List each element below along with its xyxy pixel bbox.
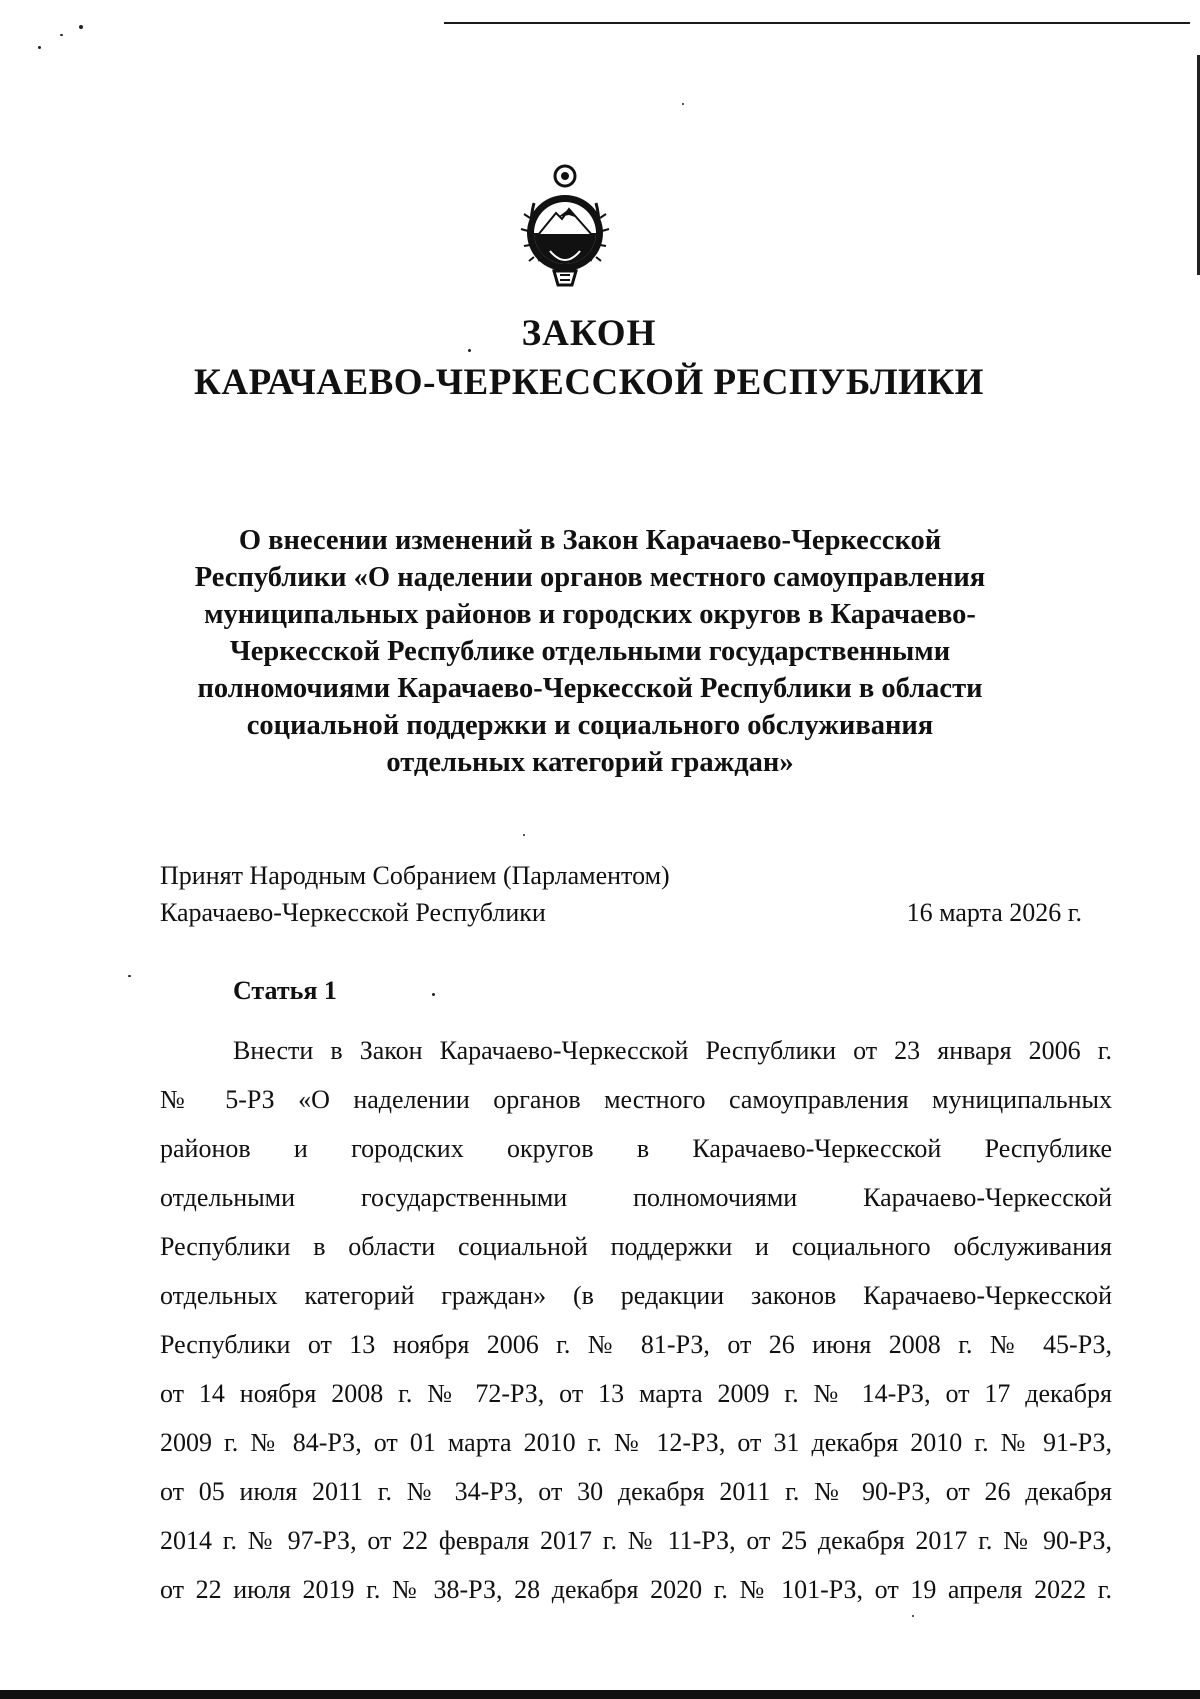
coat-of-arms-icon [520, 163, 610, 303]
scan-speck [128, 975, 131, 977]
title-line: Республики «О наделении органов местного самоуправления [194, 562, 986, 593]
body-line: отдельных категорий граждан» (в редакции законов Карачаево-Черкесской [160, 1281, 1112, 1310]
body-line: отдельными государственными полномочиями Карачаево-Черкесской [160, 1183, 1112, 1212]
body-line: Республики от 13 ноября 2006 г. № 81-РЗ, от 26 июня 2008 г. № 45-РЗ, [160, 1330, 1112, 1359]
adoption-line: Карачаево-Черкесской Республики [160, 898, 546, 927]
title-line: отдельных категорий граждан» [386, 747, 794, 778]
adoption-date: 16 марта 2026 г. [906, 898, 1082, 927]
scan-speck [432, 993, 435, 996]
scan-speck [38, 46, 41, 49]
body-line: 2009 г. № 84-РЗ, от 01 марта 2010 г. № 12-РЗ, от 31 декабря 2010 г. № 91-РЗ, [160, 1428, 1112, 1457]
adoption-line: Принят Народным Собранием (Парламентом) [160, 861, 670, 890]
scan-bottom-bar [0, 1690, 1200, 1699]
law-title [140, 522, 1040, 781]
title-line: полномочиями Карачаево-Черкесской Республики в области [197, 673, 983, 704]
scan-speck [682, 103, 684, 105]
title-line: Черкесской Республике отдельными государственными [229, 636, 951, 667]
body-line: 2014 г. № 97-РЗ, от 22 февраля 2017 г. № 11-РЗ, от 25 декабря 2017 г. № 90-РЗ, [160, 1526, 1112, 1555]
body-line: Республики в области социальной поддержки и социального обслуживания [160, 1232, 1112, 1261]
body-line: № 5-РЗ «О наделении органов местного самоуправления муниципальных [160, 1085, 1112, 1114]
article-body [160, 1026, 1112, 1614]
republic-heading: КАРАЧАЕВО-ЧЕРКЕССКОЙ РЕСПУБЛИКИ [194, 362, 984, 403]
adoption-block [160, 857, 1110, 931]
title-line: социальной поддержки и социального обслуживания [246, 710, 934, 741]
body-line: Внести в Закон Карачаево-Черкесской Республики от 23 января 2006 г. [233, 1036, 1112, 1065]
article-heading: Статья 1 [233, 976, 337, 1005]
scan-speck [912, 1615, 914, 1617]
scan-speck [523, 834, 525, 836]
scan-speck [60, 34, 63, 36]
scan-top-rule [444, 22, 1190, 24]
scan-speck [79, 25, 83, 29]
body-line: районов и городских округов в Карачаево-Черкесской Республике [160, 1134, 1112, 1163]
body-line: от 14 ноября 2008 г. № 72-РЗ, от 13 марта 2009 г. № 14-РЗ, от 17 декабря [160, 1379, 1112, 1408]
body-line: от 22 июля 2019 г. № 38-РЗ, 28 декабря 2020 г. № 101-РЗ, от 19 апреля 2022 г. [160, 1575, 1112, 1604]
law-heading: ЗАКОН [521, 313, 657, 354]
title-line: О внесении изменений в Закон Карачаево-Черкесской [238, 525, 942, 556]
title-line: муниципальных районов и городских округов в Карачаево- [204, 599, 976, 630]
body-line: от 05 июля 2011 г. № 34-РЗ, от 30 декабря 2011 г. № 90-РЗ, от 26 декабря [160, 1477, 1112, 1506]
